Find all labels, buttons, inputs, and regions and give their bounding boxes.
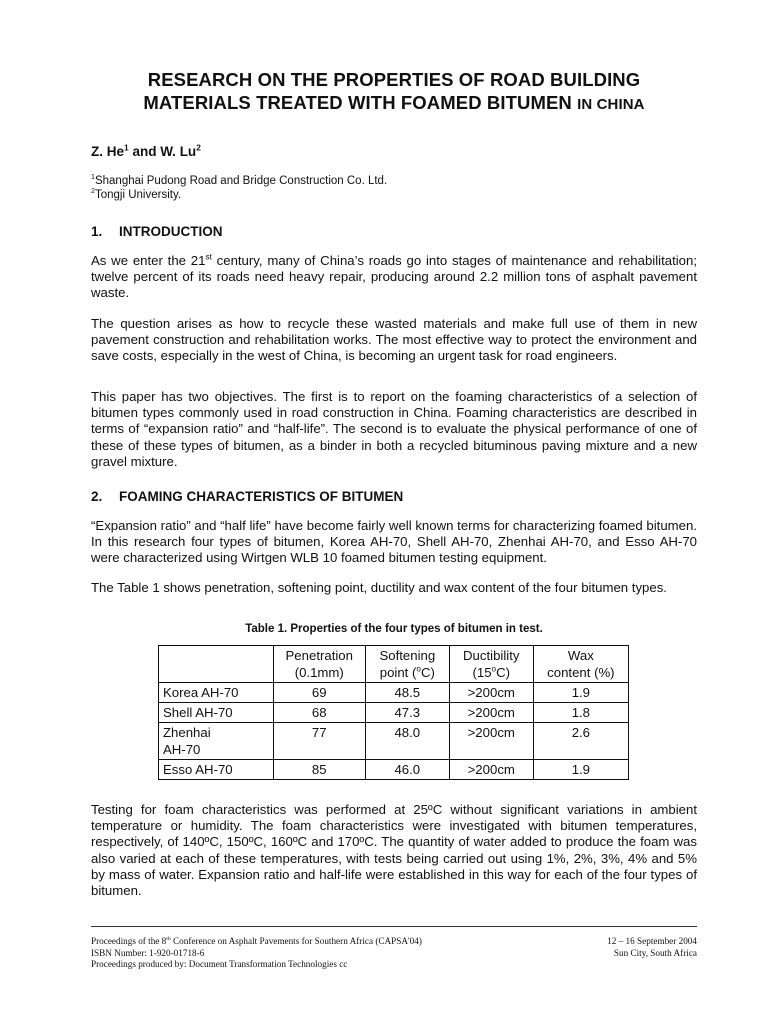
footer-divider [91, 926, 697, 927]
table-1-caption: Table 1. Properties of the four types of bitumen in test. [245, 623, 543, 635]
affiliation-2-mark: 2 [91, 187, 95, 196]
cell-softening: 47.3 [365, 703, 449, 723]
footer-right [607, 936, 697, 959]
cell-wax: 2.6 [533, 723, 628, 760]
cell-ductility: >200cm [449, 703, 533, 723]
title-line-1: RESEARCH ON THE PROPERTIES OF ROAD BUILDING [147, 69, 641, 90]
row-name: Esso AH-70 [159, 760, 274, 780]
cell-wax: 1.8 [533, 703, 628, 723]
author-2-affil-mark: 2 [196, 142, 201, 153]
paragraph-2: The question arises as how to recycle these wasted materials and make full use of them in new pavement construction and rehabilitation works. The most effective way to protect the environment and save costs, especially in the west of China, is becoming an urgent task for road engineers. [91, 316, 697, 364]
section-2-number: 2. [91, 489, 103, 504]
footer-location: Sun City, South Africa [613, 947, 697, 958]
cell-penetration: 85 [273, 760, 365, 780]
footer-proceedings-rest: Conference on Asphalt Pavements for Southern Africa (CAPSA'04) [170, 936, 422, 946]
header-wax-line1: Wax [567, 648, 594, 663]
cell-ductility: >200cm [449, 760, 533, 780]
header-penetration-line2: (0.1mm) [294, 665, 344, 680]
paragraph-1 [91, 253, 697, 302]
affiliation-1-mark: 1 [91, 173, 95, 182]
footer-proceedings-sup: th [166, 935, 171, 942]
table-row [159, 683, 629, 703]
header-penetration-line1: Penetration [285, 648, 353, 663]
paragraph-3: This paper has two objectives. The first is to report on the foaming characteristics of a selection of bitumen types commonly used in road construction in China. Foaming characteristics are described in terms of “expansion ratio” and “half-life”. The second is to evaluate the physical performance of one of these of these types of bitumen, as a binder in both a recycled bituminous paving mixture and a new gravel mixture. [91, 389, 697, 469]
paragraph-6: Testing for foam characteristics was performed at 25ºC without significant variations in ambient temperature or humidity. The foam characteristics were investigated with bitumen temperatures, respectively, of 140ºC, 150ºC, 160ºC and 170ºC. The quantity of water added to produce the foam was also varied at each of these temperatures, with tests being carried out using 1%, 2%, 3%, 4% and 5% by mass of water. Expansion ratio and half-life were established in this way for each of the four types of bitumen. [91, 802, 697, 899]
cell-penetration: 68 [273, 703, 365, 723]
title-line-2 [91, 91, 697, 116]
author-2: and W. Lu [132, 144, 197, 159]
paragraph-1-rest: century, many of China’s roads go into stages of maintenance and rehabilitation; twelve percent of its roads need heavy repair, producing around 2.2 million tons of asphalt pavement waste. [91, 253, 697, 301]
header-ductility-degree: o [491, 664, 497, 674]
header-softening [365, 646, 449, 683]
author-list [91, 144, 201, 159]
paragraph-4: “Expansion ratio” and “half life” have become fairly well known terms for characterizing foamed bitumen. In this research four types of bitumen, Korea AH-70, Shell AH-70, Zhenhai AH-70, and Esso AH-70 were characterized using Wirtgen WLB 10 foamed bitumen testing equipment. [91, 518, 697, 566]
paragraph-1-sup: st [205, 252, 212, 262]
row-name [159, 723, 274, 760]
cell-penetration: 77 [273, 723, 365, 760]
author-1: Z. He [91, 144, 125, 159]
author-1-affil-mark: 1 [124, 142, 129, 153]
affiliation-1-text: Shanghai Pudong Road and Bridge Construction Co. Ltd. [94, 175, 388, 187]
footer-produced-by: Proceedings produced by: Document Transformation Technologies cc [91, 959, 348, 969]
cell-softening: 46.0 [365, 760, 449, 780]
paragraph-1-start: As we enter the 21 [91, 253, 206, 268]
cell-wax: 1.9 [533, 760, 628, 780]
header-softening-degree: o [416, 664, 421, 674]
affiliation-2 [91, 188, 387, 202]
header-ductility-line2b: C) [496, 665, 511, 680]
header-ductility [449, 646, 533, 683]
row-name: Korea AH-70 [159, 683, 274, 703]
table-row [159, 760, 629, 780]
row-name-line2: AH-70 [163, 742, 201, 757]
section-1-number: 1. [91, 224, 103, 239]
section-heading-introduction [91, 224, 223, 239]
header-wax [533, 646, 628, 683]
cell-wax: 1.9 [533, 683, 628, 703]
affiliation-1 [91, 174, 387, 188]
section-1-title: INTRODUCTION [119, 224, 223, 239]
table-row [159, 703, 629, 723]
table-header-row [159, 646, 629, 683]
affiliation-2-text: Tongji University. [94, 189, 182, 201]
section-heading-foaming [91, 489, 403, 504]
footer-proceedings [91, 936, 422, 948]
affiliations [91, 174, 387, 202]
title-line-2-main: MATERIALS TREATED WITH FOAMED BITUMEN [143, 92, 572, 113]
footer-proceedings-start: Proceedings of the 8 [91, 936, 167, 946]
header-softening-line2a: point ( [379, 665, 417, 680]
footer-isbn: ISBN Number: 1-920-01718-6 [91, 947, 205, 958]
paragraph-5: The Table 1 shows penetration, softening point, ductility and wax content of the four bitumen types. [91, 580, 667, 595]
bitumen-properties-table [158, 645, 629, 780]
cell-ductility: >200cm [449, 723, 533, 760]
header-penetration [273, 646, 365, 683]
cell-ductility: >200cm [449, 683, 533, 703]
table-row [159, 723, 629, 760]
paper-title [91, 68, 697, 116]
row-name-line1: Zhenhai [163, 725, 211, 740]
header-wax-line2: content (%) [547, 665, 615, 680]
section-2-title: FOAMING CHARACTERISTICS OF BITUMEN [119, 489, 404, 504]
header-ductility-line2a: (15 [472, 665, 492, 680]
footer-dates: 12 – 16 September 2004 [607, 936, 697, 946]
title-line-2-small: IN CHINA [577, 96, 645, 113]
cell-softening: 48.0 [365, 723, 449, 760]
cell-penetration: 69 [273, 683, 365, 703]
header-softening-line2b: C) [420, 665, 435, 680]
cell-softening: 48.5 [365, 683, 449, 703]
footer-left [91, 936, 422, 971]
header-blank [159, 646, 274, 683]
header-softening-line1: Softening [379, 648, 436, 663]
header-ductility-line1: Ductibility [463, 648, 520, 663]
row-name: Shell AH-70 [159, 703, 274, 723]
